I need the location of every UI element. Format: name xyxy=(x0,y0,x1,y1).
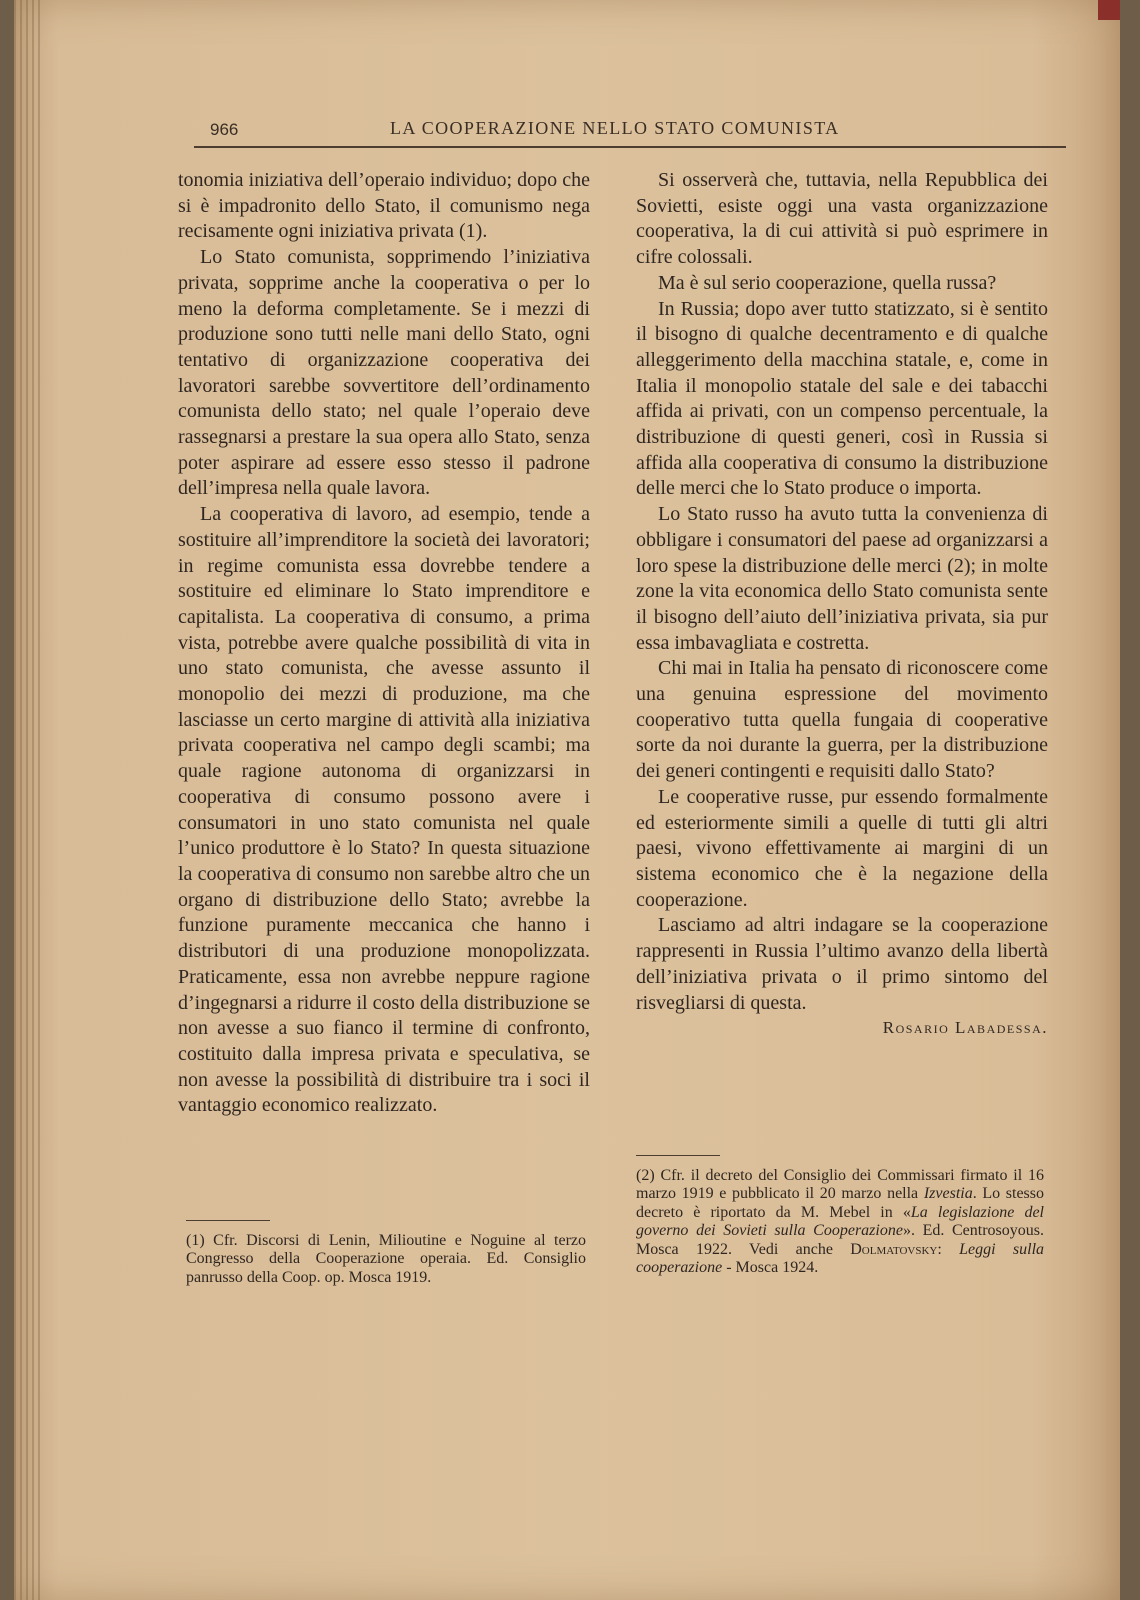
corner-mark xyxy=(1098,0,1120,20)
page-number: 966 xyxy=(210,120,239,139)
footnote-text: ». Ed. Centrosoyous. Mosca 1922. Vedi anche xyxy=(636,1222,1044,1258)
footnote-italic-title: La legislazione del governo dei Sovieti sulla Cooperazione xyxy=(636,1203,1045,1240)
footnote-rule xyxy=(636,1155,720,1156)
paragraph: Le cooperative russe, pur essendo formalmente ed esteriormente simili a quelle di tutti gli altri paesi, vivono effettivamente ai margini di un sistema economico che è la negazione della cooperazione. xyxy=(636,785,1048,911)
page-binding-edge xyxy=(14,0,40,1600)
right-column xyxy=(636,168,1048,1016)
paragraph: La cooperativa di lavoro, ad esempio, tende a sostituire all’imprenditore la società dei lavoratori; in regime comunista essa dovrebbe tendere a sostituire ed eliminare lo Stato imprenditore e capitalista. La cooperativa di consumo, a prima vista, potrebbe avere qualche possibilità di vita in uno stato comunista, che avesse assunto il monopolio dei mezzi di produzione, ma che lasciasse un certo margine di attività alla iniziativa privata cooperativa nel campo degli scambi; ma quale ragione autonoma di organizzarsi in cooperativa di consumo possono avere i consumatori in uno stato comunista nel quale l’unico produttore è lo Stato? In questa situazione la cooperativa di consumo non sarebbe altro che un organo di distribuzione dello Stato; avrebbe la funzione puramente meccanica che hanno i distributori di una produzione monopolizzata. Praticamente, essa non avrebbe neppure ragione d’ingegnarsi a ridurre il costo della distribuzione se non avesse a suo fianco il termine di confronto, costituito dalla impresa privata e speculativa, se non avesse la possibilità di distribuire tra i soci il vantaggio economico realizzato. xyxy=(178,503,590,1117)
footnote-text: (2) Cfr. il decreto del Consiglio dei Commissari firmato il 16 marzo 1919 e pubblicato il 20 marzo nella xyxy=(636,1167,1044,1203)
footnote-italic-title: Leggi sulla cooperazione xyxy=(636,1240,1045,1277)
paragraph: Si osserverà che, tuttavia, nella Repubblica dei Sovietti, esiste oggi una vasta organizzazione cooperativa, la di cui attività si può esprimere in cifre colossali. xyxy=(636,169,1048,269)
paragraph: Lo Stato russo ha avuto tutta la convenienza di obbligare i consumatori del paese ad organizzarsi a loro spese la distribuzione delle merci (2); in molte zone la vita economica dello Stato comunista sente il bisogno dell’aiuto dell’iniziativa privata, sia pur essa imbavagliata e costretta. xyxy=(636,503,1048,654)
page-header xyxy=(194,112,1066,148)
footnote-1: (1) Cfr. Discorsi di Lenin, Milioutine e Noguine al terzo Congresso della Cooperazione operaia. Ed. Consiglio panrusso della Coop. op. Mosca 1919. xyxy=(186,1232,586,1286)
footnote-text: - Mosca 1924. xyxy=(722,1259,819,1277)
footnote-text: : xyxy=(937,1240,960,1258)
footnote-text: . Lo stesso decreto è riportato da M. Mebel in « xyxy=(636,1185,1045,1221)
footnote-italic-title: Izvestia xyxy=(923,1185,973,1203)
paragraph: Lasciamo ad altri indagare se la cooperazione rappresenti in Russia l’ultimo avanzo della libertà dell’iniziativa privata o il primo sintomo del risvegliarsi di questa. xyxy=(636,914,1048,1014)
left-column xyxy=(178,168,590,1119)
footnote-rule xyxy=(186,1220,270,1221)
running-title: LA COOPERAZIONE NELLO STATO COMUNISTA xyxy=(390,118,840,138)
paragraph: Chi mai in Italia ha pensato di riconoscere come una genuina espressione del movimento cooperativo tutta quella fungaia di cooperative sorte da noi durante la guerra, per la distribuzione dei generi contingenti e requisiti dallo Stato? xyxy=(636,657,1048,783)
paragraph: Ma è sul serio cooperazione, quella russa? xyxy=(658,271,997,294)
paragraph: In Russia; dopo aver tutto statizzato, si è sentito il bisogno di qualche decentramento e di qualche alleggerimento della macchina statale, e, come in Italia il monopolio statale del sale e dei tabacchi affida ai privati, con un compenso percentuale, la distribuzione di questi generi, così in Russia si affida alla cooperativa di consumo la distribuzione delle merci che lo Stato produce o importa. xyxy=(636,297,1048,500)
paragraph: tonomia iniziativa dell’operaio individuo; dopo che si è impadronito dello Stato, il comunismo nega recisamente ogni iniziativa privata (1). xyxy=(178,169,590,243)
author-signature: Rosario Labadessa. xyxy=(882,1018,1048,1037)
paragraph: Lo Stato comunista, sopprimendo l’iniziativa privata, sopprime anche la cooperativa o per lo meno la deforma completamente. Se i mezzi di produzione sono tutti nelle mani dello Stato, ogni tentativo di organizzazione cooperativa dei lavoratori sarebbe sovvertitore dell’ordinamento comunista dello stato; nel quale l’operaio deve rassegnarsi a prestare la sua opera allo Stato, senza poter aspirare ad essere esso stesso il padrone dell’impresa nella quale lavora. xyxy=(178,246,590,500)
header-rule xyxy=(194,146,1066,148)
footnote-author: Dolmatovsky xyxy=(850,1240,938,1258)
footnote-2 xyxy=(636,1167,1044,1277)
